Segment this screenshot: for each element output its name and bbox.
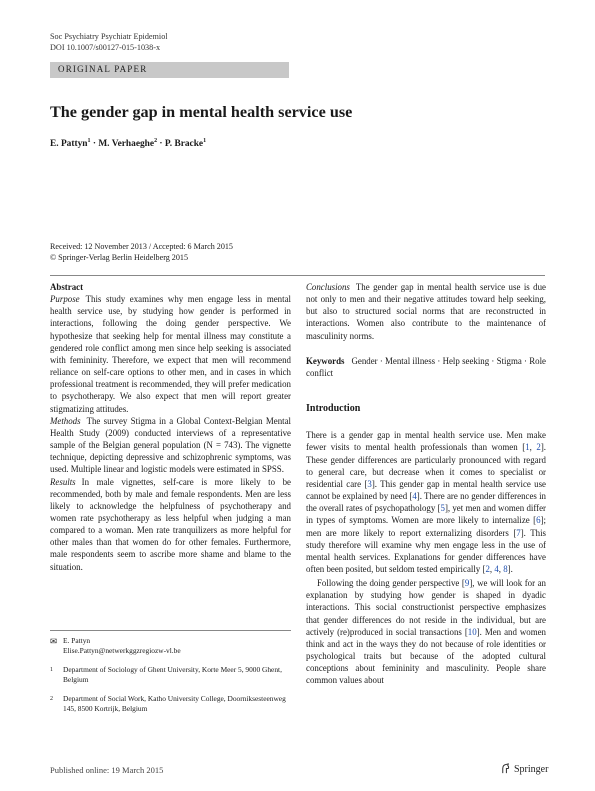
correspondence-email-row xyxy=(50,646,291,656)
citation-link[interactable]: 2 xyxy=(536,442,541,453)
header-divider xyxy=(50,275,545,276)
abstract-heading: Abstract xyxy=(50,282,84,292)
envelope-icon: ✉ xyxy=(50,636,58,646)
author-name[interactable]: P. Bracke xyxy=(164,139,204,149)
author-list xyxy=(50,138,206,149)
correspondence-name: E. Pattyn xyxy=(63,636,91,645)
author-separator: · xyxy=(90,139,99,149)
dates-block xyxy=(50,241,233,263)
abstract-results xyxy=(50,476,291,573)
citation-link[interactable]: 4 xyxy=(494,563,499,574)
conclusions-text: The gender gap in mental health service use is due not only to men and their negative attitudes toward help seeking, but also to structured social norms that are reconstructed in interactions. Women also contribute to the maintenance of masculinity norms. xyxy=(306,282,546,341)
citation-link[interactable]: 6 xyxy=(536,515,541,526)
keywords xyxy=(306,355,546,379)
author-separator: · xyxy=(157,139,165,149)
results-label: Results xyxy=(50,476,76,487)
citation-link[interactable]: 2 xyxy=(485,563,490,574)
author-name[interactable]: M. Verhaeghe xyxy=(98,139,155,149)
copyright: © Springer-Verlag Berlin Heidelberg 2015 xyxy=(50,253,188,262)
citation-link[interactable]: 9 xyxy=(464,578,470,589)
citation-link[interactable]: 7 xyxy=(516,527,521,538)
springer-horse-icon xyxy=(500,763,511,774)
journal-name: Soc Psychiatry Psychiatr Epidemiol xyxy=(50,32,168,41)
affiliation-2 xyxy=(50,694,291,714)
author-affiliation-mark: 1 xyxy=(87,138,91,144)
correspondence-block xyxy=(50,636,291,714)
purpose-text: This study examines why men engage less in mental health service use, by studying how gender is performed in interactions, following the doing gender perspective. We hypothesize that seeking help for mental illness may constitute a gendered role conflict among men since help seeking is associated with femininity. Therefore, we expect that men will recommend reliance on self-care options to other men, and in cases in which professional treatment is recommended, they will prefer medication to psychotherapy. We also expect that men will report greater stigmatizing attitudes. xyxy=(50,294,291,414)
methods-label: Methods xyxy=(50,415,81,426)
received-date: Received: 12 November 2013 / Accepted: 6 March 2015 xyxy=(50,242,233,251)
abstract-column xyxy=(50,281,291,573)
affiliation-text: Department of Social Work, Katho University College, Doorniksesteenweg 145, 8500 Kortrijk, Belgium xyxy=(63,694,286,713)
conclusions-label: Conclusions xyxy=(306,282,350,292)
doi: DOI 10.1007/s00127-015-1038-x xyxy=(50,43,161,52)
introduction-paragraph-1: There is a gender gap in mental health service use. Men make fewer visits to mental health professionals than women [1, 2]. These gender differences are particularly pronounced with regard to general care, but decrease when it comes to specialist or residential care [3]. This gender gap in mental health service use cannot be explained by need [4]. There are no gender differences in the overall rates of psychopathology [5], yet men and women differ in types of symptoms. Women are more likely to internalize [6]; men are more likely to report externalizing disorders [7]. This study therefore will examine why men engage less in the use of mental health services. Explanations for gender differences have often been posited, but seldom tested empirically [2, 4, 8]. xyxy=(306,430,547,574)
purpose-label: Purpose xyxy=(50,294,80,305)
methods-text: The survey Stigma in a Global Context-Belgian Mental Health Study (2009) conducted interviews of a representative sample of the Belgian general population (N = 743). The vignette technique, depicting depressive and schizophrenic symptoms, was used. Multiple linear and logistic models were estimated in SPSS. xyxy=(50,415,291,475)
correspondence-email[interactable]: Elise.Pattyn@netwerkggzregiozw-vl.be xyxy=(63,646,181,655)
section-bar xyxy=(50,62,289,78)
correspondence-author xyxy=(50,636,291,646)
published-online: Published online: 19 March 2015 xyxy=(50,765,164,775)
introduction-heading: Introduction xyxy=(306,403,361,415)
author-name[interactable]: E. Pattyn xyxy=(50,139,88,149)
author-affiliation-mark: 2 xyxy=(154,138,158,144)
abstract-purpose xyxy=(50,293,291,415)
affiliation-text: Department of Sociology of Ghent University, Korte Meer 5, 9000 Ghent, Belgium xyxy=(63,665,282,684)
results-text: In male vignettes, self-care is more likely to be recommended, both by male and female respondents. Men are less likely to acknowledge the helpfulness of psychotherapy and women rate psychotherapy as less helpful when judging a man compared to a woman. Men rate tranquilizers as more helpful for other males than that women do for other females. Furthermore, male respondents seem to ascribe more shame and blame to the situation. xyxy=(50,476,291,572)
footnote-divider xyxy=(50,630,291,631)
keywords-label: Keywords xyxy=(306,355,345,366)
publisher-name: Springer xyxy=(514,764,549,775)
affiliation-1 xyxy=(50,665,291,685)
publisher-logo xyxy=(500,763,548,775)
journal-header xyxy=(50,31,168,53)
section-label: ORIGINAL PAPER xyxy=(58,64,148,74)
citation-link[interactable]: 5 xyxy=(440,503,445,514)
keywords-text: Gender · Mental illness · Help seeking · Stigma · Role conflict xyxy=(306,355,546,378)
affiliation-number: 2 xyxy=(50,696,53,702)
citation-link[interactable]: 8 xyxy=(503,563,508,574)
affiliation-number: 1 xyxy=(50,667,53,673)
abstract-methods xyxy=(50,415,291,476)
author-affiliation-mark: 1 xyxy=(203,138,207,144)
citation-link[interactable]: 4 xyxy=(412,491,417,502)
right-column xyxy=(306,281,546,687)
citation-link[interactable]: 10 xyxy=(467,626,477,637)
introduction-paragraph-2: Following the doing gender perspective [9], we will look for an explanation by studying how gender is shaped in dyadic interactions. This social constructionist perspective emphasizes that gender differences do not reside in the individual, but are actively (re)produced in social transactions [10]. Men and women think and act in the ways they do not because of role identities or psychological traits but because of the adopted cultural conceptions about femininity and masculinity. People share common values about xyxy=(306,578,546,686)
citation-link[interactable]: 1 xyxy=(525,442,530,453)
citation-link[interactable]: 3 xyxy=(367,478,372,489)
abstract-conclusions xyxy=(306,281,546,342)
paper-title: The gender gap in mental health service use xyxy=(50,103,353,121)
